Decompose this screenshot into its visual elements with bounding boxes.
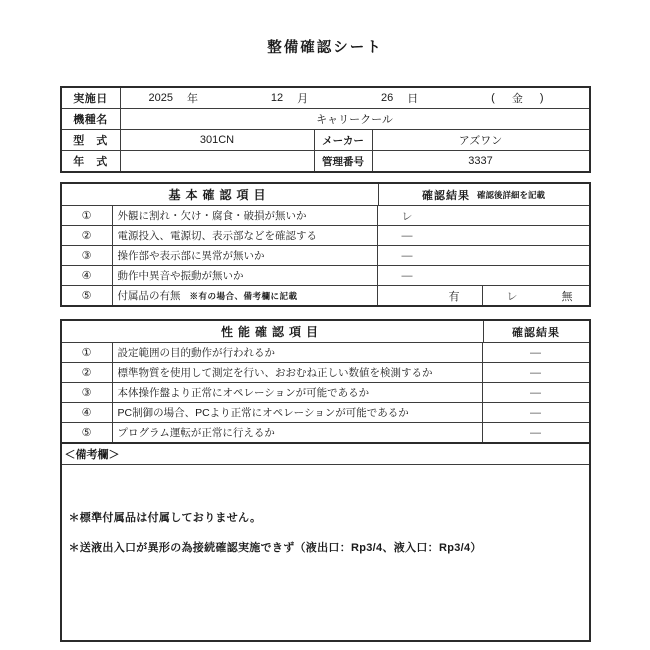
check-result-cell: [377, 246, 589, 265]
row-number: ②: [81, 367, 92, 379]
date-weekday-group: [491, 90, 543, 106]
check-result-cell: [482, 403, 589, 422]
performance-check-table: [60, 319, 591, 444]
type-value: 301CN: [120, 130, 314, 150]
dash-mark: ―: [530, 366, 541, 379]
check-item-label: 操作部や表示部に異常が無いか: [112, 246, 377, 265]
basic-check-row-4: [62, 265, 589, 285]
basic-check-table: [60, 182, 591, 307]
date-day-group: [381, 90, 418, 106]
basic-check-row-5: [62, 285, 589, 305]
performance-check-row-1: [62, 342, 589, 362]
dash-mark: ―: [530, 386, 541, 399]
row-number: ①: [81, 210, 92, 222]
performance-result-header: [483, 321, 589, 342]
sheet-content: [60, 86, 591, 642]
row-number: ①: [81, 347, 92, 359]
basic-check-row-2: [62, 225, 589, 245]
row-number: ⑤: [81, 290, 92, 302]
model-value: キャリークール: [120, 109, 589, 129]
row-number: ⑤: [81, 427, 92, 439]
date-value-cell: [120, 88, 589, 108]
remarks-header: [62, 444, 589, 465]
performance-check-row-2: [62, 362, 589, 382]
date-year-group: [149, 90, 198, 106]
check-item-label: [112, 286, 377, 305]
row-number: ②: [81, 230, 92, 242]
check-item-label: 外観に割れ・欠け・腐食・破損が無いか: [112, 206, 377, 225]
performance-table-header: [62, 321, 589, 342]
row-number: ③: [81, 387, 92, 399]
date-day-value: 26: [381, 92, 394, 104]
check-result-cell: [482, 363, 589, 382]
dash-mark: ―: [530, 406, 541, 419]
info-row-model: [62, 108, 589, 129]
page-title: 整備確認シート: [267, 40, 383, 56]
date-year-suffix: 年: [186, 93, 198, 105]
info-table: [60, 86, 591, 173]
result-header-note: 確認後詳細を記載: [476, 189, 545, 200]
check-result-cell: [482, 423, 589, 442]
check-result-cell: [377, 226, 589, 245]
date-label: 実施日: [73, 93, 108, 105]
check-item-label: 本体操作盤より正常にオペレーションが可能であるか: [112, 383, 482, 402]
basic-table-header: [62, 184, 589, 205]
maker-label: メーカー: [314, 130, 372, 150]
check-result-cell: [377, 266, 589, 285]
check-mark: レ: [506, 290, 518, 303]
performance-items-header: 性能確認項目: [220, 325, 323, 339]
info-row-year-mgmt: [62, 150, 589, 171]
performance-check-row-3: [62, 382, 589, 402]
date-year-value: 2025: [148, 92, 173, 104]
check-item-label: 設定範囲の目的動作が行われるか: [112, 343, 482, 362]
info-row-date: [62, 88, 589, 108]
accessories-label: 付属品の有無: [117, 290, 181, 302]
weekday-paren-open: (: [491, 92, 495, 104]
type-label: 型 式: [73, 135, 108, 147]
remarks-body: [62, 465, 589, 640]
basic-result-header: [378, 184, 589, 205]
result-header-label: 確認結果: [512, 326, 560, 339]
result-header-label: 確認結果: [421, 189, 470, 202]
date-month-suffix: 月: [297, 93, 309, 105]
dash-mark: ―: [530, 426, 541, 439]
check-item-label: PC制御の場合、PCより正常にオペレーションが可能であるか: [112, 403, 482, 422]
remarks-title: ＜備考欄＞: [64, 449, 120, 461]
dash-mark: ―: [530, 346, 541, 359]
info-row-type-maker: [62, 129, 589, 150]
remark-line-1: ＊標準付属品は付属しておりません。: [68, 512, 262, 524]
dash-mark: ―: [401, 269, 413, 282]
date-month-group: [271, 90, 308, 106]
maker-value: アズワン: [372, 130, 589, 150]
year-value: [120, 151, 314, 171]
dash-mark: ―: [401, 229, 413, 242]
check-result-cell: [482, 383, 589, 402]
check-result-cell: [377, 206, 589, 225]
accessories-no-label: 無: [561, 290, 573, 303]
remarks-section: [60, 442, 591, 642]
accessories-note: ※有の場合、備考欄に記載: [189, 290, 298, 301]
accessories-yes-cell: [377, 286, 482, 305]
row-number: ③: [81, 250, 92, 262]
accessories-yes-label: 有: [448, 290, 460, 303]
basic-items-header: 基本確認項目: [168, 188, 271, 202]
check-item-label: 標準物質を使用して測定を行い、おおむね正しい数値を検測するか: [112, 363, 482, 382]
dash-mark: ―: [401, 249, 413, 262]
date-weekday-value: 金: [511, 93, 523, 105]
model-label: 機種名: [73, 114, 108, 126]
basic-check-row-1: [62, 205, 589, 225]
weekday-paren-close: ): [539, 92, 544, 104]
remark-line-2: ＊送液出入口が異形の為接続確認実施できず（液出口：Rp3/4、液入口：Rp3/4）: [68, 542, 482, 554]
row-number: ④: [81, 407, 92, 419]
performance-check-row-5: [62, 422, 589, 442]
check-item-label: プログラム運転が正常に行えるか: [112, 423, 482, 442]
year-label: 年 式: [73, 156, 108, 168]
check-mark: レ: [401, 210, 413, 223]
check-item-label: 電源投入、電源切、表示部などを確認する: [112, 226, 377, 245]
performance-check-row-4: [62, 402, 589, 422]
date-day-suffix: 日: [407, 93, 419, 105]
date-month-value: 12: [270, 92, 284, 104]
basic-check-row-3: [62, 245, 589, 265]
check-result-cell: [482, 343, 589, 362]
row-number: ④: [81, 270, 92, 282]
check-item-label: 動作中異音や振動が無いか: [112, 266, 377, 285]
accessories-no-cell: [482, 286, 589, 305]
mgmt-number-value: 3337: [372, 151, 589, 171]
mgmt-number-label: 管理番号: [314, 151, 372, 171]
